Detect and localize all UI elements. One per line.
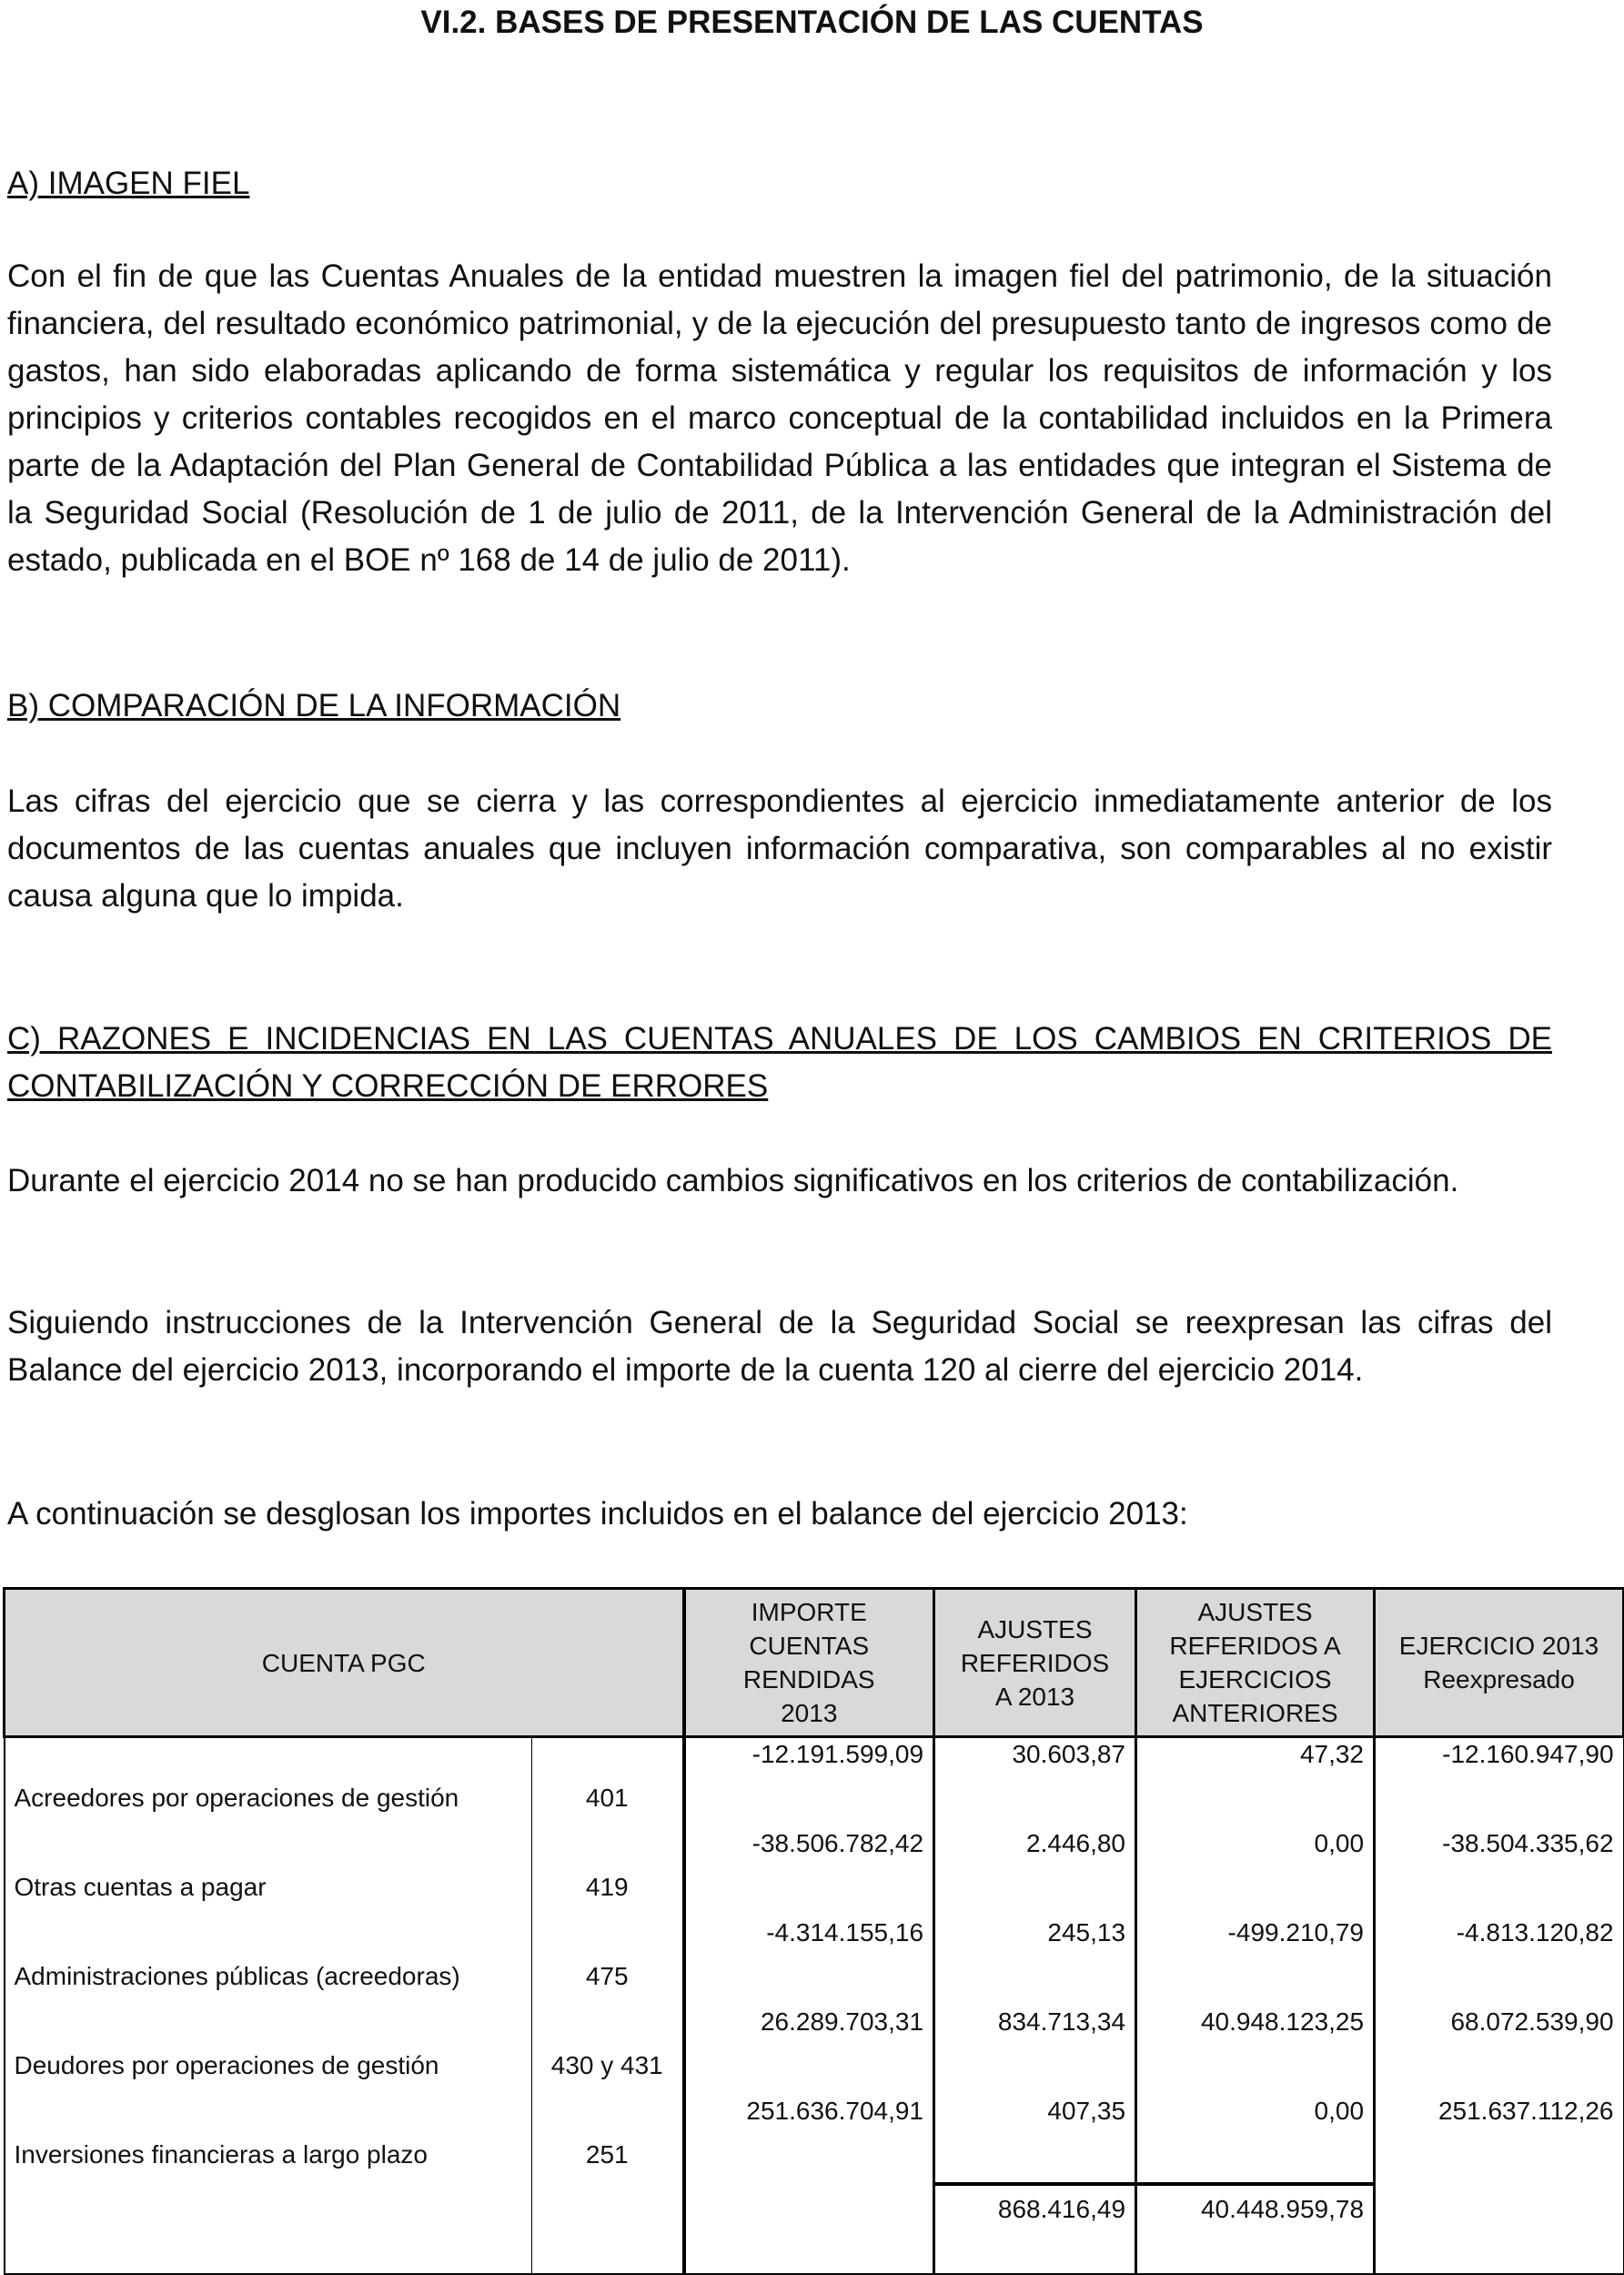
- row-ajustes-2013: 834.713,34: [934, 2006, 1136, 2095]
- header-importe-cuentas: [684, 1589, 934, 1737]
- row-importe: -4.314.155,16: [684, 1916, 934, 2006]
- section-b-paragraph: Las cifras del ejercicio que se cierra y las correspondientes al ejercicio inmediatamente anterior de los documentos de las cuentas anuales que incluyen información comparativa, son comparables al no existir causa alguna que lo impida.: [7, 784, 1552, 914]
- header-ajustes-anteriores: [1136, 1589, 1375, 1737]
- totals-empty-name: [5, 2184, 532, 2274]
- row-ajustes-anteriores: 40.948.123,25: [1136, 2006, 1375, 2095]
- header-ajustes-2013: [934, 1589, 1136, 1737]
- row-reexpresado: 68.072.539,90: [1375, 2006, 1624, 2095]
- row-ajustes-anteriores: 0,00: [1136, 2095, 1375, 2184]
- table-row: [5, 2006, 1624, 2095]
- table-row: [5, 1916, 1624, 2006]
- row-account-name: Inversiones financieras a largo plazo: [14, 2140, 428, 2169]
- row-reexpresado: -4.813.120,82: [1375, 1916, 1624, 2006]
- section-c-paragraph-2: Siguiendo instrucciones de la Intervención General de la Seguridad Social se reexpresan las cifras del Balance del ejercicio 2013, incorporando el importe de la cuenta 120 al cierre del ejercicio 2014.: [7, 1305, 1552, 1388]
- totals-row: [5, 2184, 1624, 2274]
- row-account-code: 251: [532, 2095, 684, 2184]
- row-account-name: Otras cuentas a pagar: [14, 1873, 267, 1901]
- table-row: [5, 1737, 1624, 1828]
- row-account-code: 419: [532, 1827, 684, 1916]
- row-ajustes-2013: 245,13: [934, 1916, 1136, 2006]
- row-reexpresado: -38.504.335,62: [1375, 1827, 1624, 1916]
- header-cuenta-pgc: CUENTA PGC: [5, 1589, 684, 1737]
- balance-table: [3, 1587, 1624, 2275]
- row-ajustes-2013: 30.603,87: [934, 1737, 1136, 1828]
- totals-empty-code: [532, 2184, 684, 2274]
- header-ejercicio-text: EJERCICIO 2013 Reexpresado: [1398, 1632, 1599, 1694]
- totals-empty-reexpresado: [1375, 2184, 1624, 2274]
- section-c-heading: C) RAZONES E INCIDENCIAS EN LAS CUENTAS ANUALES DE LOS CAMBIOS EN CRITERIOS DE CONTABILIZACIÓN Y CORRECCIÓN DE ERRORES: [7, 1021, 1552, 1104]
- row-account-code: 401: [532, 1737, 684, 1828]
- total-ajustes-2013: 868.416,49: [934, 2184, 1136, 2274]
- table-row: [5, 2095, 1624, 2184]
- row-account-name: Deudores por operaciones de gestión: [14, 2051, 439, 2079]
- row-importe: 251.636.704,91: [684, 2095, 934, 2184]
- header-ajustes-2013-text: AJUSTES REFERIDOS A 2013: [960, 1614, 1110, 1711]
- section-a-paragraph: Con el fin de que las Cuentas Anuales de la entidad muestren la imagen fiel del patrimonio, de la situación financiera, del resultado económico patrimonial, y de la ejecución del presupuesto tanto de ingresos como de gastos, han sido elaboradas aplicando de forma sistemática y regular los requisitos de información y los principios y criterios contables recogidos en el marco conceptual de la contabilidad incluidos en la Primera parte de la Adaptación del Plan General de Contabilidad Pública a las entidades que integran el Sistema de la Seguridad Social (Resolución de 1 de julio de 2011, de la Intervención General de la Administración del estado, publicada en el BOE nº 168 de 14 de julio de 2011).: [7, 258, 1552, 578]
- totals-empty-importe: [684, 2184, 934, 2274]
- row-ajustes-anteriores: -499.210,79: [1136, 1916, 1375, 2006]
- row-ajustes-2013: 2.446,80: [934, 1827, 1136, 1916]
- row-reexpresado: -12.160.947,90: [1375, 1737, 1624, 1828]
- header-ajustes-anteriores-text: AJUSTES REFERIDOS A EJERCICIOS ANTERIORES: [1169, 1598, 1341, 1727]
- row-account-code: 475: [532, 1916, 684, 2006]
- row-importe: -12.191.599,09: [684, 1737, 934, 1828]
- row-ajustes-2013: 407,35: [934, 2095, 1136, 2184]
- section-c-paragraph-1: Durante el ejercicio 2014 no se han producido cambios significativos en los criterios de contabilización.: [7, 1163, 1459, 1198]
- section-b-heading: B) COMPARACIÓN DE LA INFORMACIÓN: [7, 688, 621, 723]
- page-title: VI.2. BASES DE PRESENTACIÓN DE LAS CUENTAS: [420, 5, 1204, 40]
- row-account-code: 430 y 431: [532, 2006, 684, 2095]
- table-header-row: [5, 1589, 1624, 1737]
- section-a-heading: A) IMAGEN FIEL: [7, 166, 250, 201]
- row-importe: -38.506.782,42: [684, 1827, 934, 1916]
- row-reexpresado: 251.637.112,26: [1375, 2095, 1624, 2184]
- header-ejercicio-reexpresado: [1375, 1589, 1624, 1737]
- header-importe-text: IMPORTE CUENTAS RENDIDAS 2013: [742, 1598, 875, 1727]
- row-account-name: Administraciones públicas (acreedoras): [14, 1962, 460, 1990]
- row-account-name: Acreedores por operaciones de gestión: [14, 1784, 459, 1812]
- row-ajustes-anteriores: 0,00: [1136, 1827, 1375, 1916]
- row-ajustes-anteriores: 47,32: [1136, 1737, 1375, 1828]
- section-c-paragraph-3: A continuación se desglosan los importes incluidos en el balance del ejercicio 2013:: [7, 1496, 1188, 1532]
- total-ajustes-anteriores: 40.448.959,78: [1136, 2184, 1375, 2274]
- row-importe: 26.289.703,31: [684, 2006, 934, 2095]
- table-row: [5, 1827, 1624, 1916]
